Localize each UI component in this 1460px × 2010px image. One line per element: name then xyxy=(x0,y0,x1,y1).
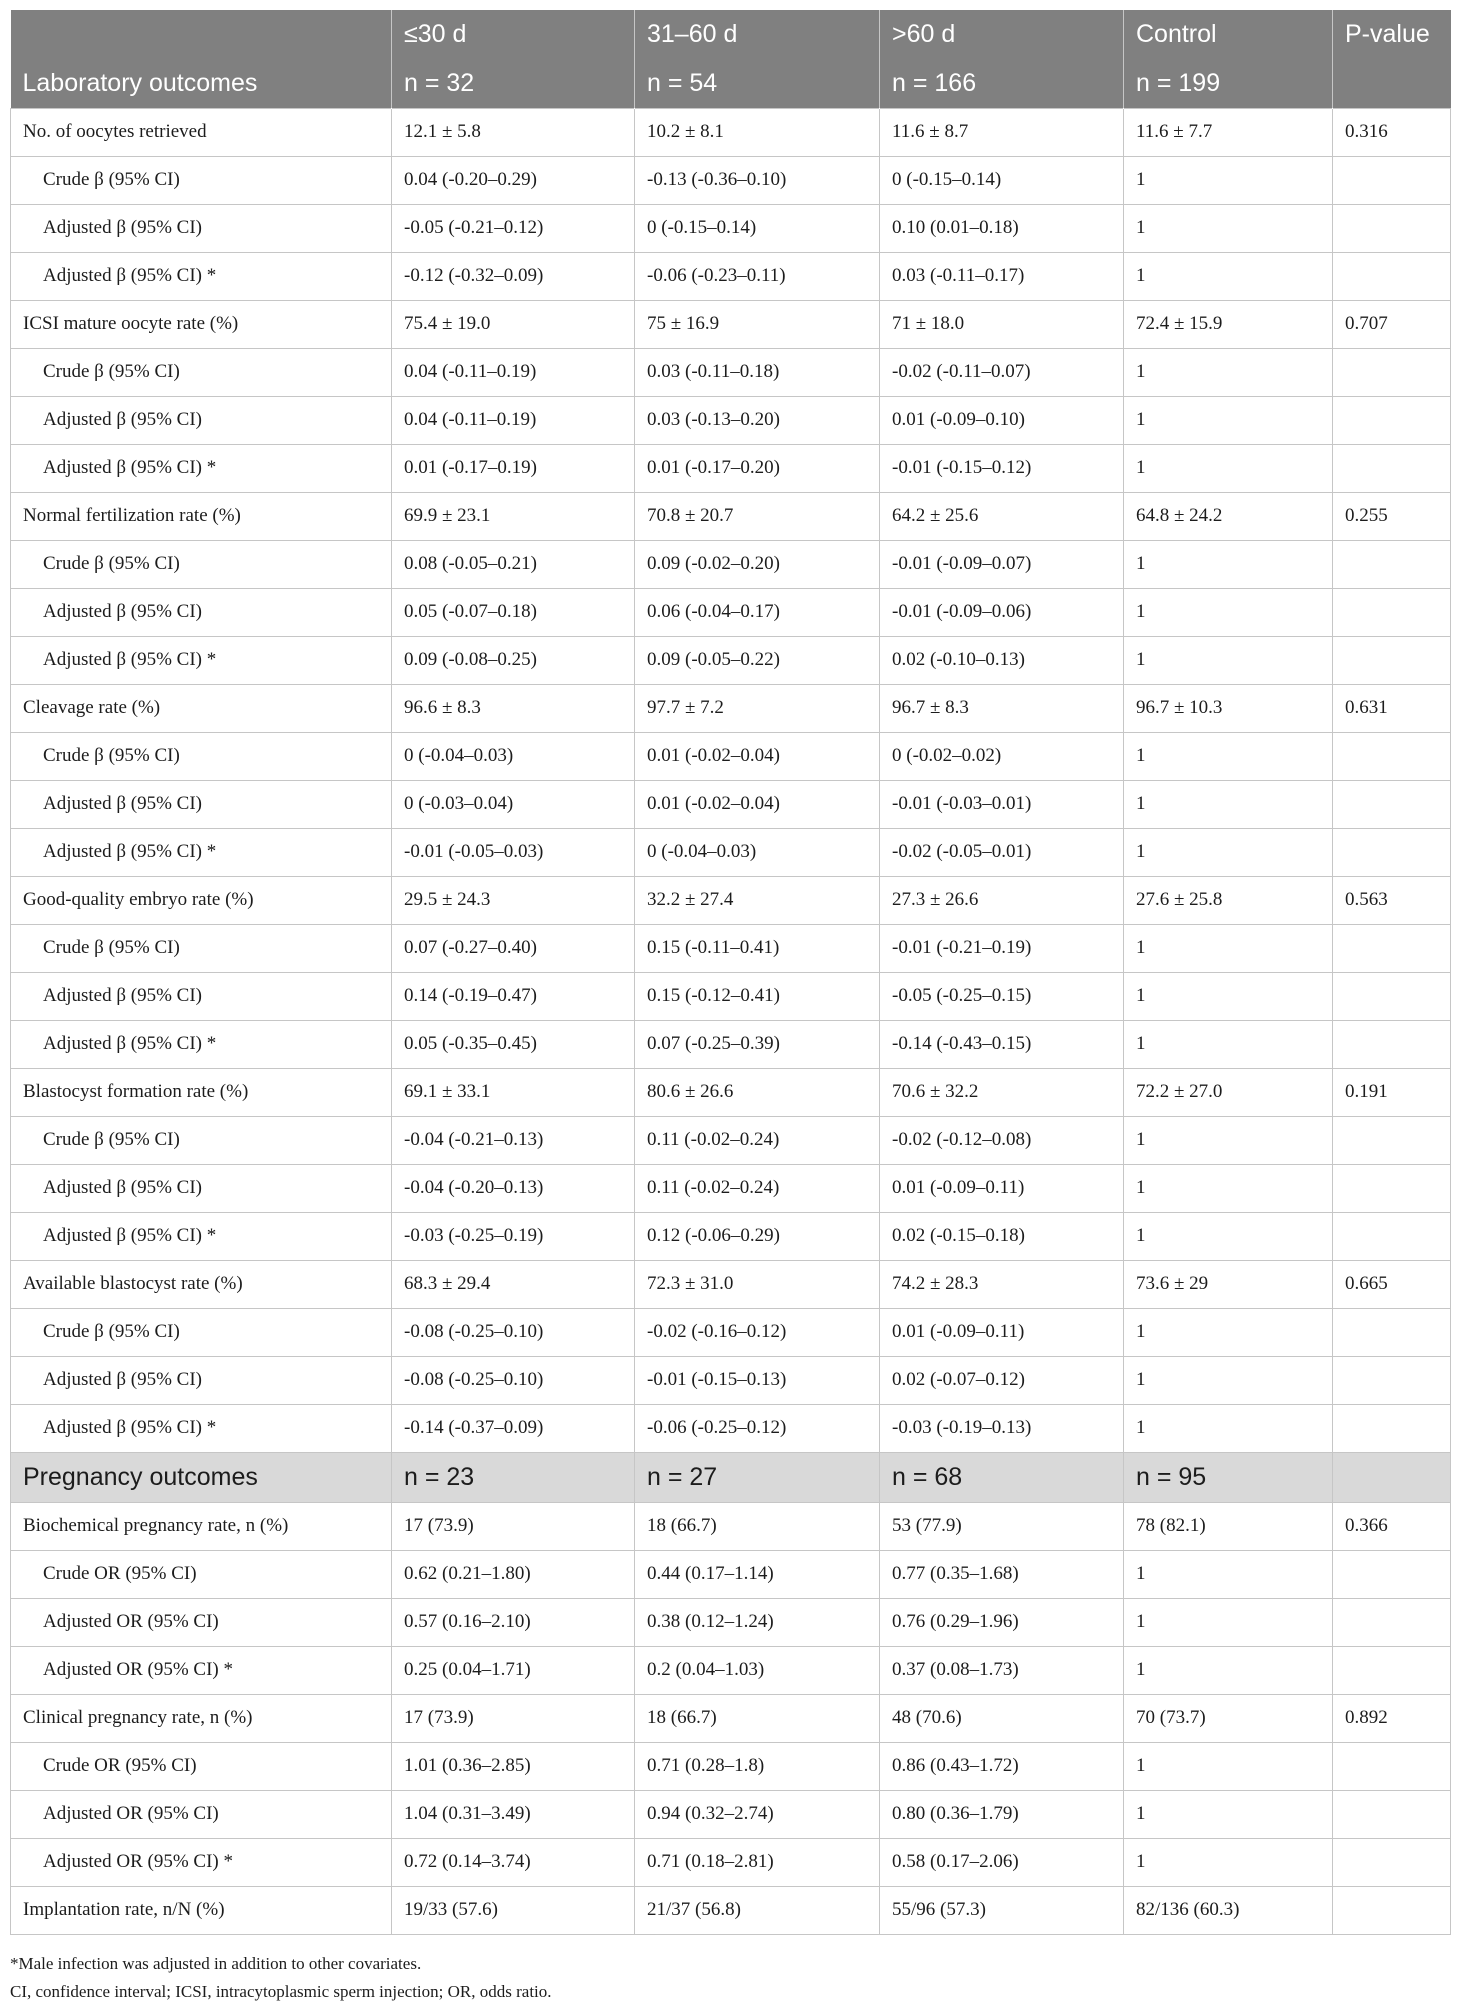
cell-31-60d: 0.15 (-0.12–0.41) xyxy=(635,972,880,1020)
header-gt60d: >60 d xyxy=(880,10,1124,59)
cell-p-value xyxy=(1333,1550,1451,1598)
cell-le30d: 0.25 (0.04–1.71) xyxy=(392,1646,635,1694)
cell-p-value xyxy=(1333,1838,1451,1886)
row-label: Implantation rate, n/N (%) xyxy=(11,1886,392,1934)
cell-control: 1 xyxy=(1124,204,1333,252)
table-row xyxy=(11,492,1451,540)
header-p-value: P-value xyxy=(1333,10,1451,59)
row-label: Adjusted β (95% CI) xyxy=(11,1356,392,1404)
row-label: Crude β (95% CI) xyxy=(11,732,392,780)
cell-le30d: -0.04 (-0.20–0.13) xyxy=(392,1164,635,1212)
table-header xyxy=(11,10,1451,108)
outcomes-table xyxy=(10,10,1451,1935)
cell-control: 1 xyxy=(1124,924,1333,972)
cell-gt60d: 48 (70.6) xyxy=(880,1694,1124,1742)
row-label: Adjusted OR (95% CI) * xyxy=(11,1646,392,1694)
cell-le30d: -0.12 (-0.32–0.09) xyxy=(392,252,635,300)
cell-gt60d: -0.01 (-0.03–0.01) xyxy=(880,780,1124,828)
cell-31-60d: 0.09 (-0.05–0.22) xyxy=(635,636,880,684)
cell-31-60d: 32.2 ± 27.4 xyxy=(635,876,880,924)
cell-p-value xyxy=(1333,1646,1451,1694)
table-body xyxy=(11,108,1451,1934)
cell-control: 1 xyxy=(1124,1742,1333,1790)
cell-gt60d: 0.37 (0.08–1.73) xyxy=(880,1646,1124,1694)
cell-31-60d: 97.7 ± 7.2 xyxy=(635,684,880,732)
cell-31-60d: 18 (66.7) xyxy=(635,1694,880,1742)
table-row xyxy=(11,1502,1451,1550)
cell-gt60d: 0.03 (-0.11–0.17) xyxy=(880,252,1124,300)
table-row xyxy=(11,1886,1451,1934)
cell-le30d: -0.01 (-0.05–0.03) xyxy=(392,828,635,876)
count-31-60d: n = 54 xyxy=(635,59,880,108)
cell-control: 1 xyxy=(1124,1164,1333,1212)
table-subrow xyxy=(11,828,1451,876)
cell-31-60d: 80.6 ± 26.6 xyxy=(635,1068,880,1116)
table-subrow xyxy=(11,636,1451,684)
cell-31-60d: 0.44 (0.17–1.14) xyxy=(635,1550,880,1598)
cell-le30d: 1.04 (0.31–3.49) xyxy=(392,1790,635,1838)
table-subrow xyxy=(11,924,1451,972)
table-subrow xyxy=(11,540,1451,588)
cell-31-60d: 0.71 (0.28–1.8) xyxy=(635,1742,880,1790)
cell-le30d: 29.5 ± 24.3 xyxy=(392,876,635,924)
cell-control: 1 xyxy=(1124,1404,1333,1452)
table-row xyxy=(11,1694,1451,1742)
cell-gt60d: -0.02 (-0.11–0.07) xyxy=(880,348,1124,396)
cell-le30d: 69.9 ± 23.1 xyxy=(392,492,635,540)
table-subrow xyxy=(11,732,1451,780)
cell-31-60d: 0.01 (-0.02–0.04) xyxy=(635,732,880,780)
row-label: Blastocyst formation rate (%) xyxy=(11,1068,392,1116)
cell-gt60d: 0.10 (0.01–0.18) xyxy=(880,204,1124,252)
cell-le30d: 0 (-0.03–0.04) xyxy=(392,780,635,828)
cell-gt60d: 96.7 ± 8.3 xyxy=(880,684,1124,732)
cell-p-value xyxy=(1333,828,1451,876)
cell-p-value xyxy=(1333,1742,1451,1790)
count-gt60d: n = 166 xyxy=(880,59,1124,108)
table-row xyxy=(11,1068,1451,1116)
cell-p-value xyxy=(1333,1790,1451,1838)
cell-31-60d: 0.12 (-0.06–0.29) xyxy=(635,1212,880,1260)
cell-le30d: 0.05 (-0.35–0.45) xyxy=(392,1020,635,1068)
count-le30d: n = 32 xyxy=(392,59,635,108)
cell-31-60d: 0.01 (-0.17–0.20) xyxy=(635,444,880,492)
cell-control: 72.2 ± 27.0 xyxy=(1124,1068,1333,1116)
row-label: Crude β (95% CI) xyxy=(11,540,392,588)
cell-p-value: 0.255 xyxy=(1333,492,1451,540)
cell-31-60d: 0 (-0.15–0.14) xyxy=(635,204,880,252)
cell-le30d: 0.04 (-0.11–0.19) xyxy=(392,396,635,444)
cell-31-60d: 18 (66.7) xyxy=(635,1502,880,1550)
row-label: Clinical pregnancy rate, n (%) xyxy=(11,1694,392,1742)
table-subrow xyxy=(11,1020,1451,1068)
cell-control: 1 xyxy=(1124,588,1333,636)
cell-gt60d: 64.2 ± 25.6 xyxy=(880,492,1124,540)
cell-le30d: 96.6 ± 8.3 xyxy=(392,684,635,732)
row-label: Adjusted β (95% CI) xyxy=(11,1164,392,1212)
row-label: Available blastocyst rate (%) xyxy=(11,1260,392,1308)
cell-le30d: 0.01 (-0.17–0.19) xyxy=(392,444,635,492)
cell-le30d: -0.03 (-0.25–0.19) xyxy=(392,1212,635,1260)
table-subrow xyxy=(11,396,1451,444)
cell-le30d: -0.05 (-0.21–0.12) xyxy=(392,204,635,252)
cell-gt60d: 0.58 (0.17–2.06) xyxy=(880,1838,1124,1886)
table-subrow xyxy=(11,1356,1451,1404)
results-table-container xyxy=(10,10,1450,1935)
cell-control: 1 xyxy=(1124,444,1333,492)
cell-gt60d: 71 ± 18.0 xyxy=(880,300,1124,348)
count-control: n = 199 xyxy=(1124,59,1333,108)
row-label: Crude OR (95% CI) xyxy=(11,1742,392,1790)
cell-le30d: 0.09 (-0.08–0.25) xyxy=(392,636,635,684)
cell-control: 1 xyxy=(1124,396,1333,444)
cell-31-60d: 0.03 (-0.11–0.18) xyxy=(635,348,880,396)
footnote-adjustment: *Male infection was adjusted in addition to other covariates. xyxy=(10,1954,422,1973)
cell-control: 1 xyxy=(1124,540,1333,588)
table-row xyxy=(11,876,1451,924)
cell-control: 1 xyxy=(1124,1598,1333,1646)
cell-gt60d: -0.01 (-0.21–0.19) xyxy=(880,924,1124,972)
cell-control: 1 xyxy=(1124,636,1333,684)
cell-31-60d: 0.71 (0.18–2.81) xyxy=(635,1838,880,1886)
cell-p-value xyxy=(1333,1020,1451,1068)
section-count: n = 95 xyxy=(1124,1452,1333,1502)
table-subrow xyxy=(11,972,1451,1020)
table-subrow xyxy=(11,1790,1451,1838)
cell-p-value xyxy=(1333,924,1451,972)
row-label: Adjusted OR (95% CI) xyxy=(11,1598,392,1646)
cell-p-value xyxy=(1333,1356,1451,1404)
cell-gt60d: 70.6 ± 32.2 xyxy=(880,1068,1124,1116)
header-row-laboratory xyxy=(11,59,1451,108)
row-label: Crude β (95% CI) xyxy=(11,1116,392,1164)
cell-control: 1 xyxy=(1124,1308,1333,1356)
table-row xyxy=(11,108,1451,156)
cell-31-60d: 0.11 (-0.02–0.24) xyxy=(635,1164,880,1212)
row-label: Adjusted β (95% CI) xyxy=(11,204,392,252)
row-label: Cleavage rate (%) xyxy=(11,684,392,732)
cell-le30d: 12.1 ± 5.8 xyxy=(392,108,635,156)
table-row xyxy=(11,1260,1451,1308)
cell-p-value: 0.631 xyxy=(1333,684,1451,732)
table-subrow xyxy=(11,1598,1451,1646)
cell-31-60d: -0.01 (-0.15–0.13) xyxy=(635,1356,880,1404)
cell-31-60d: 0.11 (-0.02–0.24) xyxy=(635,1116,880,1164)
cell-p-value: 0.892 xyxy=(1333,1694,1451,1742)
cell-gt60d: -0.03 (-0.19–0.13) xyxy=(880,1404,1124,1452)
section-count: n = 68 xyxy=(880,1452,1124,1502)
cell-p-value xyxy=(1333,1164,1451,1212)
cell-gt60d: -0.14 (-0.43–0.15) xyxy=(880,1020,1124,1068)
cell-le30d: 0.72 (0.14–3.74) xyxy=(392,1838,635,1886)
cell-le30d: -0.08 (-0.25–0.10) xyxy=(392,1356,635,1404)
cell-p-value: 0.665 xyxy=(1333,1260,1451,1308)
cell-le30d: -0.14 (-0.37–0.09) xyxy=(392,1404,635,1452)
cell-le30d: 0.05 (-0.07–0.18) xyxy=(392,588,635,636)
row-label: Adjusted β (95% CI) * xyxy=(11,828,392,876)
cell-gt60d: 0.02 (-0.07–0.12) xyxy=(880,1356,1124,1404)
cell-p-value: 0.191 xyxy=(1333,1068,1451,1116)
cell-gt60d: 0.76 (0.29–1.96) xyxy=(880,1598,1124,1646)
cell-p-value: 0.563 xyxy=(1333,876,1451,924)
cell-control: 1 xyxy=(1124,156,1333,204)
row-label: Crude β (95% CI) xyxy=(11,156,392,204)
cell-le30d: 0 (-0.04–0.03) xyxy=(392,732,635,780)
row-label: Crude OR (95% CI) xyxy=(11,1550,392,1598)
table-subrow xyxy=(11,204,1451,252)
table-subrow xyxy=(11,444,1451,492)
cell-gt60d: 0.80 (0.36–1.79) xyxy=(880,1790,1124,1838)
cell-gt60d: -0.01 (-0.15–0.12) xyxy=(880,444,1124,492)
cell-31-60d: 70.8 ± 20.7 xyxy=(635,492,880,540)
section-header-row xyxy=(11,1452,1451,1502)
cell-le30d: 1.01 (0.36–2.85) xyxy=(392,1742,635,1790)
table-footnotes xyxy=(10,1950,1450,2006)
row-label: Crude β (95% CI) xyxy=(11,924,392,972)
cell-control: 70 (73.7) xyxy=(1124,1694,1333,1742)
cell-control: 1 xyxy=(1124,1790,1333,1838)
cell-31-60d: 0.07 (-0.25–0.39) xyxy=(635,1020,880,1068)
cell-p-value xyxy=(1333,396,1451,444)
cell-control: 27.6 ± 25.8 xyxy=(1124,876,1333,924)
cell-gt60d: 74.2 ± 28.3 xyxy=(880,1260,1124,1308)
cell-le30d: 0.04 (-0.20–0.29) xyxy=(392,156,635,204)
cell-gt60d: -0.02 (-0.05–0.01) xyxy=(880,828,1124,876)
cell-gt60d: -0.05 (-0.25–0.15) xyxy=(880,972,1124,1020)
cell-p-value xyxy=(1333,1886,1451,1934)
cell-control: 82/136 (60.3) xyxy=(1124,1886,1333,1934)
row-label: Crude β (95% CI) xyxy=(11,1308,392,1356)
row-label: Adjusted β (95% CI) * xyxy=(11,252,392,300)
cell-gt60d: 0.02 (-0.15–0.18) xyxy=(880,1212,1124,1260)
cell-31-60d: -0.06 (-0.23–0.11) xyxy=(635,252,880,300)
table-subrow xyxy=(11,1742,1451,1790)
cell-control: 1 xyxy=(1124,1550,1333,1598)
cell-p-value: 0.316 xyxy=(1333,108,1451,156)
section-count: n = 23 xyxy=(392,1452,635,1502)
cell-control: 73.6 ± 29 xyxy=(1124,1260,1333,1308)
cell-control: 1 xyxy=(1124,1020,1333,1068)
cell-control: 1 xyxy=(1124,732,1333,780)
cell-control: 1 xyxy=(1124,1116,1333,1164)
cell-p-value xyxy=(1333,1212,1451,1260)
table-subrow xyxy=(11,1164,1451,1212)
cell-le30d: 75.4 ± 19.0 xyxy=(392,300,635,348)
cell-p-value: 0.707 xyxy=(1333,300,1451,348)
row-label: Adjusted β (95% CI) xyxy=(11,396,392,444)
row-label: Crude β (95% CI) xyxy=(11,348,392,396)
header-31-60d: 31–60 d xyxy=(635,10,880,59)
row-label: Adjusted β (95% CI) * xyxy=(11,444,392,492)
cell-le30d: 0.07 (-0.27–0.40) xyxy=(392,924,635,972)
cell-31-60d: 0.94 (0.32–2.74) xyxy=(635,1790,880,1838)
cell-gt60d: 0.86 (0.43–1.72) xyxy=(880,1742,1124,1790)
cell-le30d: 68.3 ± 29.4 xyxy=(392,1260,635,1308)
cell-p-value xyxy=(1333,1598,1451,1646)
cell-gt60d: -0.01 (-0.09–0.07) xyxy=(880,540,1124,588)
cell-p-value xyxy=(1333,972,1451,1020)
cell-31-60d: 72.3 ± 31.0 xyxy=(635,1260,880,1308)
table-subrow xyxy=(11,1212,1451,1260)
cell-31-60d: 0.15 (-0.11–0.41) xyxy=(635,924,880,972)
cell-control: 72.4 ± 15.9 xyxy=(1124,300,1333,348)
cell-p-value xyxy=(1333,348,1451,396)
cell-31-60d: 0.2 (0.04–1.03) xyxy=(635,1646,880,1694)
cell-gt60d: 0 (-0.02–0.02) xyxy=(880,732,1124,780)
cell-control: 78 (82.1) xyxy=(1124,1502,1333,1550)
cell-gt60d: 27.3 ± 26.6 xyxy=(880,876,1124,924)
cell-control: 1 xyxy=(1124,1356,1333,1404)
table-row xyxy=(11,300,1451,348)
cell-p-value xyxy=(1333,444,1451,492)
table-subrow xyxy=(11,780,1451,828)
row-label: Biochemical pregnancy rate, n (%) xyxy=(11,1502,392,1550)
cell-gt60d: 11.6 ± 8.7 xyxy=(880,108,1124,156)
cell-control: 1 xyxy=(1124,252,1333,300)
table-subrow xyxy=(11,1646,1451,1694)
row-label: Adjusted OR (95% CI) * xyxy=(11,1838,392,1886)
cell-gt60d: 0.02 (-0.10–0.13) xyxy=(880,636,1124,684)
table-subrow xyxy=(11,252,1451,300)
cell-le30d: -0.08 (-0.25–0.10) xyxy=(392,1308,635,1356)
cell-le30d: 0.08 (-0.05–0.21) xyxy=(392,540,635,588)
row-label: Adjusted β (95% CI) * xyxy=(11,636,392,684)
cell-gt60d: 0.01 (-0.09–0.10) xyxy=(880,396,1124,444)
table-subrow xyxy=(11,1550,1451,1598)
row-label: No. of oocytes retrieved xyxy=(11,108,392,156)
cell-control: 96.7 ± 10.3 xyxy=(1124,684,1333,732)
cell-control: 1 xyxy=(1124,972,1333,1020)
cell-31-60d: -0.13 (-0.36–0.10) xyxy=(635,156,880,204)
cell-31-60d: -0.06 (-0.25–0.12) xyxy=(635,1404,880,1452)
cell-p-value xyxy=(1333,732,1451,780)
cell-p-value xyxy=(1333,636,1451,684)
cell-control: 1 xyxy=(1124,348,1333,396)
row-label: Adjusted β (95% CI) xyxy=(11,780,392,828)
table-subrow xyxy=(11,1838,1451,1886)
cell-control: 1 xyxy=(1124,828,1333,876)
cell-31-60d: 21/37 (56.8) xyxy=(635,1886,880,1934)
cell-p-value xyxy=(1333,252,1451,300)
cell-p-value xyxy=(1333,156,1451,204)
cell-p-value xyxy=(1333,1404,1451,1452)
header-row-groups xyxy=(11,10,1451,59)
cell-31-60d: 10.2 ± 8.1 xyxy=(635,108,880,156)
row-label: ICSI mature oocyte rate (%) xyxy=(11,300,392,348)
table-subrow xyxy=(11,1308,1451,1356)
cell-le30d: 19/33 (57.6) xyxy=(392,1886,635,1934)
cell-gt60d: 0.01 (-0.09–0.11) xyxy=(880,1164,1124,1212)
table-subrow xyxy=(11,1116,1451,1164)
cell-le30d: 0.04 (-0.11–0.19) xyxy=(392,348,635,396)
cell-31-60d: 0 (-0.04–0.03) xyxy=(635,828,880,876)
header-le30d: ≤30 d xyxy=(392,10,635,59)
cell-31-60d: 0.01 (-0.02–0.04) xyxy=(635,780,880,828)
cell-31-60d: -0.02 (-0.16–0.12) xyxy=(635,1308,880,1356)
table-subrow xyxy=(11,588,1451,636)
cell-control: 1 xyxy=(1124,1646,1333,1694)
cell-p-value xyxy=(1333,540,1451,588)
cell-control: 1 xyxy=(1124,780,1333,828)
table-subrow xyxy=(11,348,1451,396)
cell-31-60d: 0.06 (-0.04–0.17) xyxy=(635,588,880,636)
cell-gt60d: 0 (-0.15–0.14) xyxy=(880,156,1124,204)
row-label: Adjusted β (95% CI) * xyxy=(11,1020,392,1068)
row-label: Adjusted β (95% CI) xyxy=(11,972,392,1020)
cell-31-60d: 75 ± 16.9 xyxy=(635,300,880,348)
section-title: Pregnancy outcomes xyxy=(11,1452,392,1502)
count-p-value-blank xyxy=(1333,59,1451,108)
cell-control: 1 xyxy=(1124,1212,1333,1260)
table-row xyxy=(11,684,1451,732)
table-subrow xyxy=(11,156,1451,204)
cell-le30d: 0.14 (-0.19–0.47) xyxy=(392,972,635,1020)
table-subrow xyxy=(11,1404,1451,1452)
cell-gt60d: 0.01 (-0.09–0.11) xyxy=(880,1308,1124,1356)
row-label: Good-quality embryo rate (%) xyxy=(11,876,392,924)
cell-31-60d: 0.09 (-0.02–0.20) xyxy=(635,540,880,588)
cell-p-value xyxy=(1333,204,1451,252)
cell-gt60d: 55/96 (57.3) xyxy=(880,1886,1124,1934)
cell-le30d: 17 (73.9) xyxy=(392,1694,635,1742)
row-label: Adjusted β (95% CI) xyxy=(11,588,392,636)
cell-p-value xyxy=(1333,1308,1451,1356)
cell-le30d: 0.62 (0.21–1.80) xyxy=(392,1550,635,1598)
row-label: Adjusted OR (95% CI) xyxy=(11,1790,392,1838)
cell-control: 64.8 ± 24.2 xyxy=(1124,492,1333,540)
cell-31-60d: 0.38 (0.12–1.24) xyxy=(635,1598,880,1646)
cell-p-value: 0.366 xyxy=(1333,1502,1451,1550)
header-control: Control xyxy=(1124,10,1333,59)
cell-le30d: 0.57 (0.16–2.10) xyxy=(392,1598,635,1646)
cell-le30d: -0.04 (-0.21–0.13) xyxy=(392,1116,635,1164)
cell-gt60d: -0.02 (-0.12–0.08) xyxy=(880,1116,1124,1164)
cell-p-value xyxy=(1333,588,1451,636)
cell-le30d: 69.1 ± 33.1 xyxy=(392,1068,635,1116)
cell-31-60d: 0.03 (-0.13–0.20) xyxy=(635,396,880,444)
cell-le30d: 17 (73.9) xyxy=(392,1502,635,1550)
section-count xyxy=(1333,1452,1451,1502)
cell-control: 11.6 ± 7.7 xyxy=(1124,108,1333,156)
footnote-abbreviations: CI, confidence interval; ICSI, intracytoplasmic sperm injection; OR, odds ratio. xyxy=(10,1982,552,2001)
cell-control: 1 xyxy=(1124,1838,1333,1886)
cell-gt60d: 0.77 (0.35–1.68) xyxy=(880,1550,1124,1598)
header-blank-cell xyxy=(11,10,392,59)
cell-p-value xyxy=(1333,1116,1451,1164)
cell-gt60d: 53 (77.9) xyxy=(880,1502,1124,1550)
row-label: Adjusted β (95% CI) * xyxy=(11,1212,392,1260)
row-label: Normal fertilization rate (%) xyxy=(11,492,392,540)
cell-gt60d: -0.01 (-0.09–0.06) xyxy=(880,588,1124,636)
section-title-laboratory: Laboratory outcomes xyxy=(11,59,392,108)
section-count: n = 27 xyxy=(635,1452,880,1502)
row-label: Adjusted β (95% CI) * xyxy=(11,1404,392,1452)
cell-p-value xyxy=(1333,780,1451,828)
